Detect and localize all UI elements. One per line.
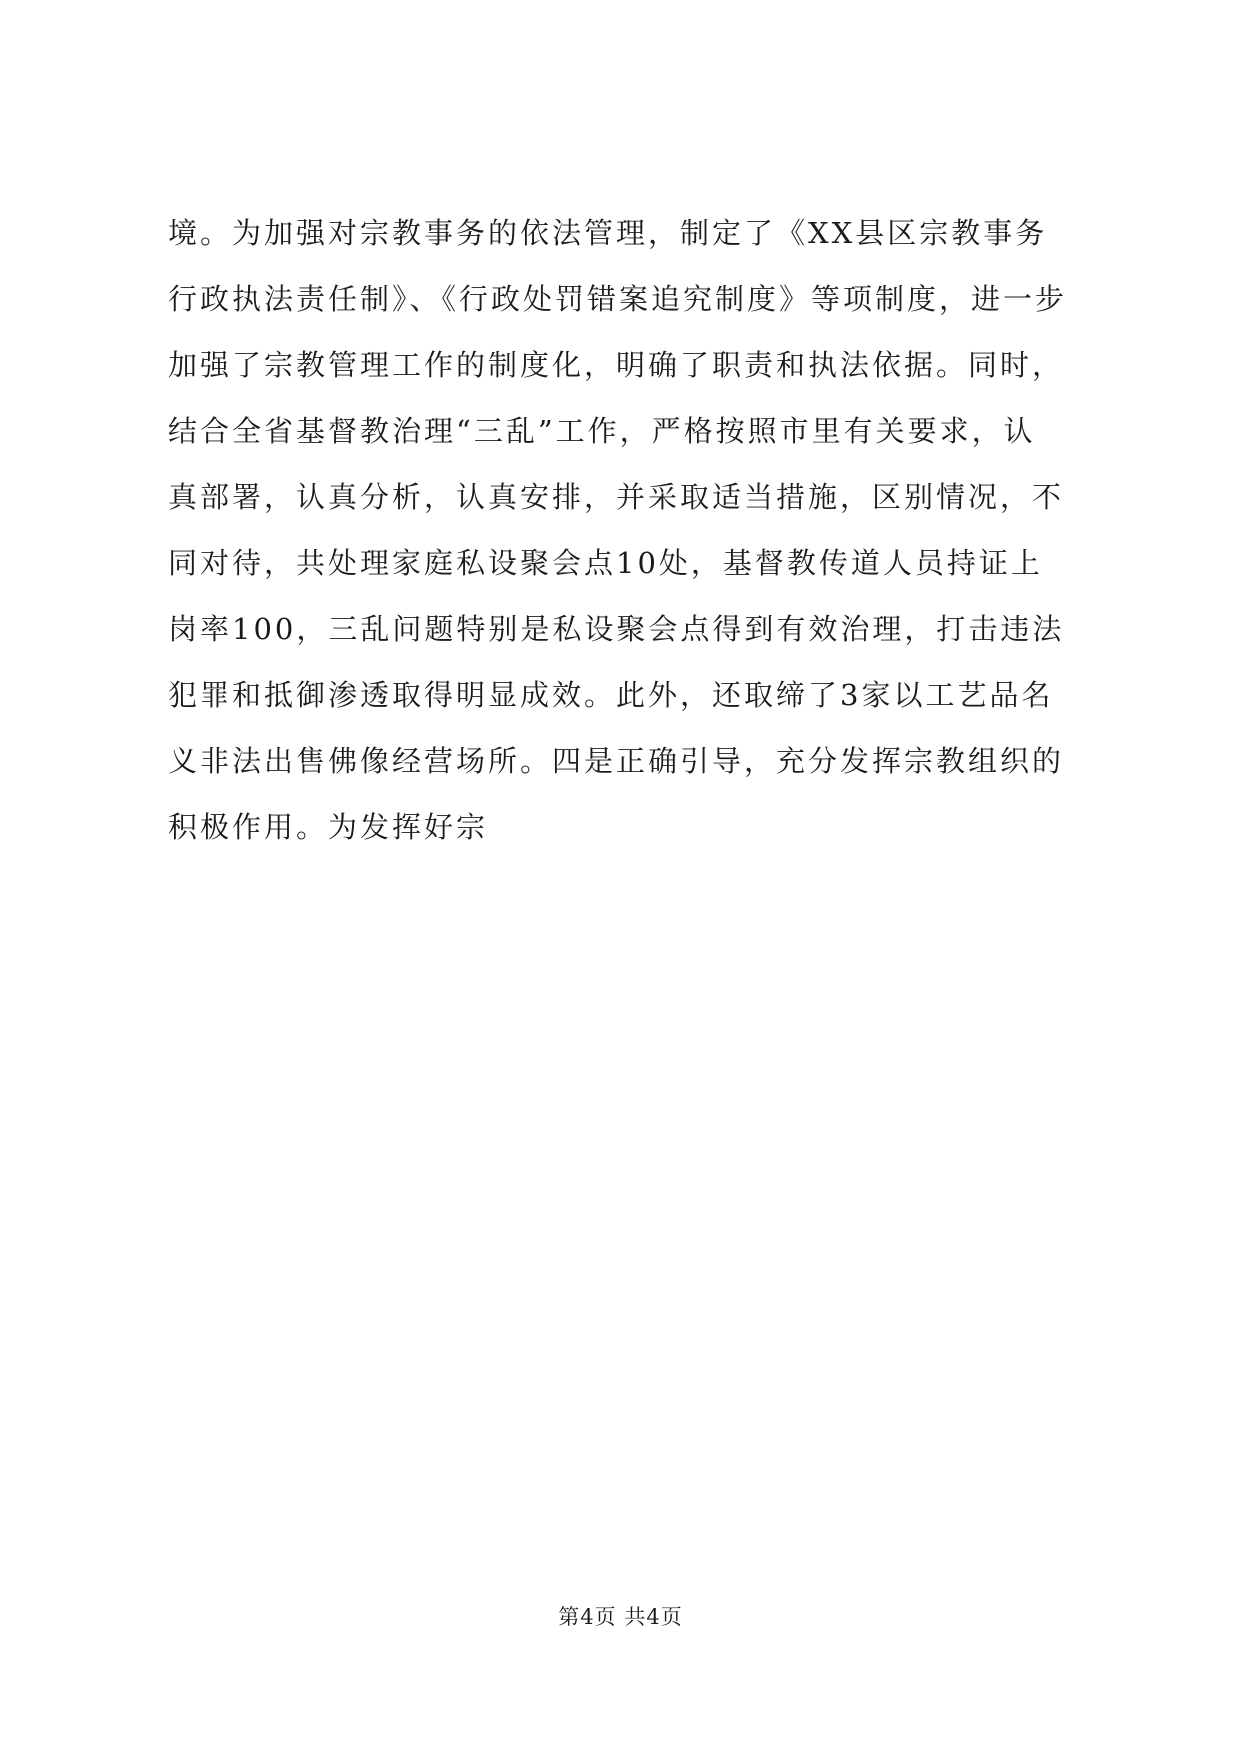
text-line: 犯罪和抵御渗透取得明显成效。此外，还取缔了3家以工艺品名 (168, 678, 1054, 712)
body-paragraph (168, 200, 1088, 860)
text-line: 境。为加强对宗教事务的依法管理，制定了《XX县区宗教事务 (168, 216, 1048, 250)
text-line: 结合全省基督教治理“三乱”工作，严格按照市里有关要求，认 (168, 414, 1036, 448)
text-line: 加强了宗教管理工作的制度化，明确了职责和执法依据。同时， (168, 348, 1065, 382)
text-line: 积极作用。为发挥好宗 (168, 810, 489, 844)
text-line: 义非法出售佛像经营场所。四是正确引导，充分发挥宗教组织的 (168, 744, 1065, 778)
text-line: 岗率100，三乱问题特别是私设聚会点得到有效治理，打击违法 (168, 612, 1065, 646)
text-line: 真部署，认真分析，认真安排，并采取适当措施，区别情况，不 (168, 480, 1065, 514)
text-line: 同对待，共处理家庭私设聚会点10处，基督教传道人员持证上 (168, 546, 1043, 580)
text-line: 行政执法责任制》、《行政处罚错案追究制度》等项制度，进一步 (168, 282, 1068, 316)
page-number-footer: 第4页 共4页 (558, 1605, 683, 1629)
